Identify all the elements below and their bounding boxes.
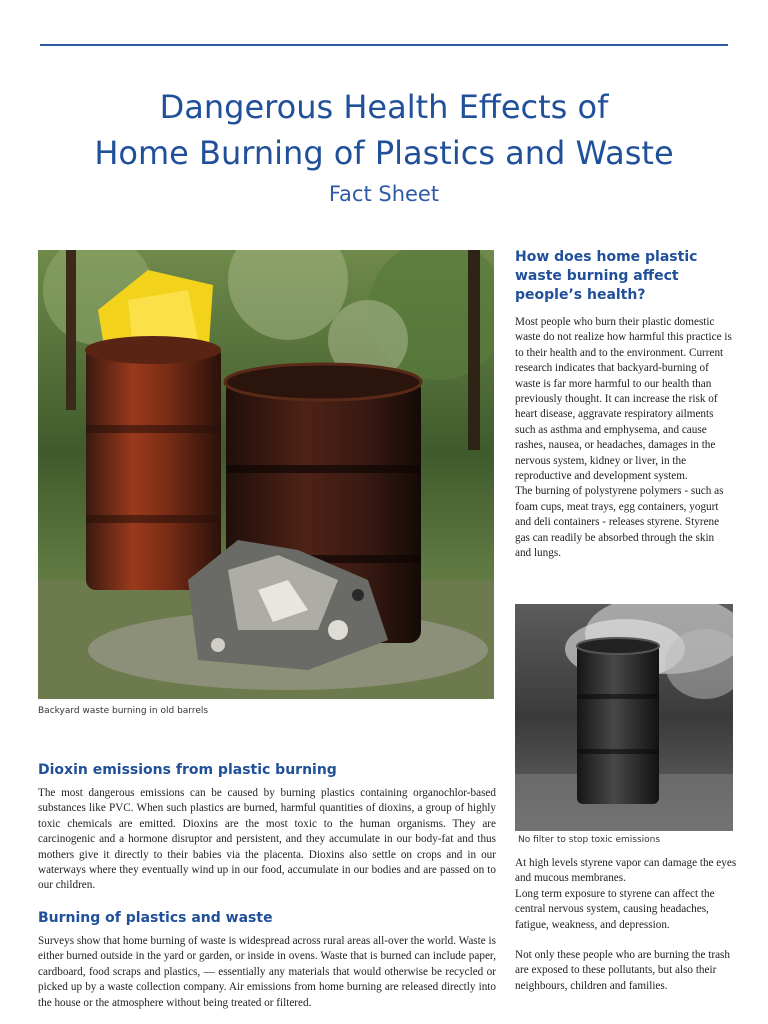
barrels-photo-caption: Backyard waste burning in old barrels [38,706,209,716]
dioxin-heading: Dioxin emissions from plastic burning [38,762,337,778]
styrene-p5: Not only these people who are burning the trash are exposed to these pollutants, but also their neighbours, children and families. [515,949,730,992]
health-effects-heading: How does home plastic waste burning affect people’s health? [515,249,698,303]
smoking-barrel-photo-caption: No filter to stop toxic emissions [518,835,661,845]
styrene-text [515,856,740,994]
smoking-barrel-photo [515,604,733,831]
styrene-p4: Long term exposure to styrene can affect the central nervous system, causing headaches, fatigue, weakness, and depression. [515,887,715,931]
burning-heading: Burning of plastics and waste [38,910,273,926]
top-rule [40,44,728,46]
health-effects-text [515,315,733,562]
barrels-photo [38,250,494,699]
health-effects-p2: The burning of polystyrene polymers - such as foam cups, meat trays, egg containers, yogurt and deli containers - releases styrene. Styrene gas can readily be absorbed through the skin and lungs. [515,485,724,560]
page-subtitle: Fact Sheet [328,182,440,206]
title-line-1: Dangerous Health Effects of [159,88,609,126]
styrene-p3: At high levels styrene vapor can damage the eyes and mucous membranes. [515,857,737,885]
page-title [0,84,768,176]
health-effects-p1: Most people who burn their plastic domestic waste do not realize how harmful this practice is to their health and to the environment. Current research indicates that backyard-burning of waste is far more harmful to our health than previously thought. It can increase the risk of heart disease, aggravate respiratory ailments such as asthma and emphysema, and cause rashes, nausea, or headaches, damages in the nervous system, kidney or liver, in the reproductive and development system. [515,316,732,483]
title-line-2: Home Burning of Plastics and Waste [94,134,674,172]
dioxin-text: The most dangerous emissions can be caused by burning plastics containing organochlor-based substances like PVC. When such plastics are burned, harmful quantities of dioxins, a group of highly toxic chemicals are emitted. Dioxins are the most toxic to the human organisms. They are carcinogenic and a hormone disruptor and persistent, and they accumulate in our body-fat and thus mothers give it directly to their babies via the placenta. Dioxins also settle on crops and in our waterways where they eventually wind up in our food, accumulate in our bodies and are passed on to our children. [38,787,496,892]
burning-text: Surveys show that home burning of waste is widespread across rural areas all-over the world. Waste is either burned outside in the yard or garden, or inside in ovens. Waste that is burned can include paper, cardboard, food scraps and plastics, — essentially any materials that would otherwise be recycled or picked up by a waste collection company. Air emissions from home burning are released directly into the house or the atmosphere without being treated or filtered. [38,935,496,1009]
